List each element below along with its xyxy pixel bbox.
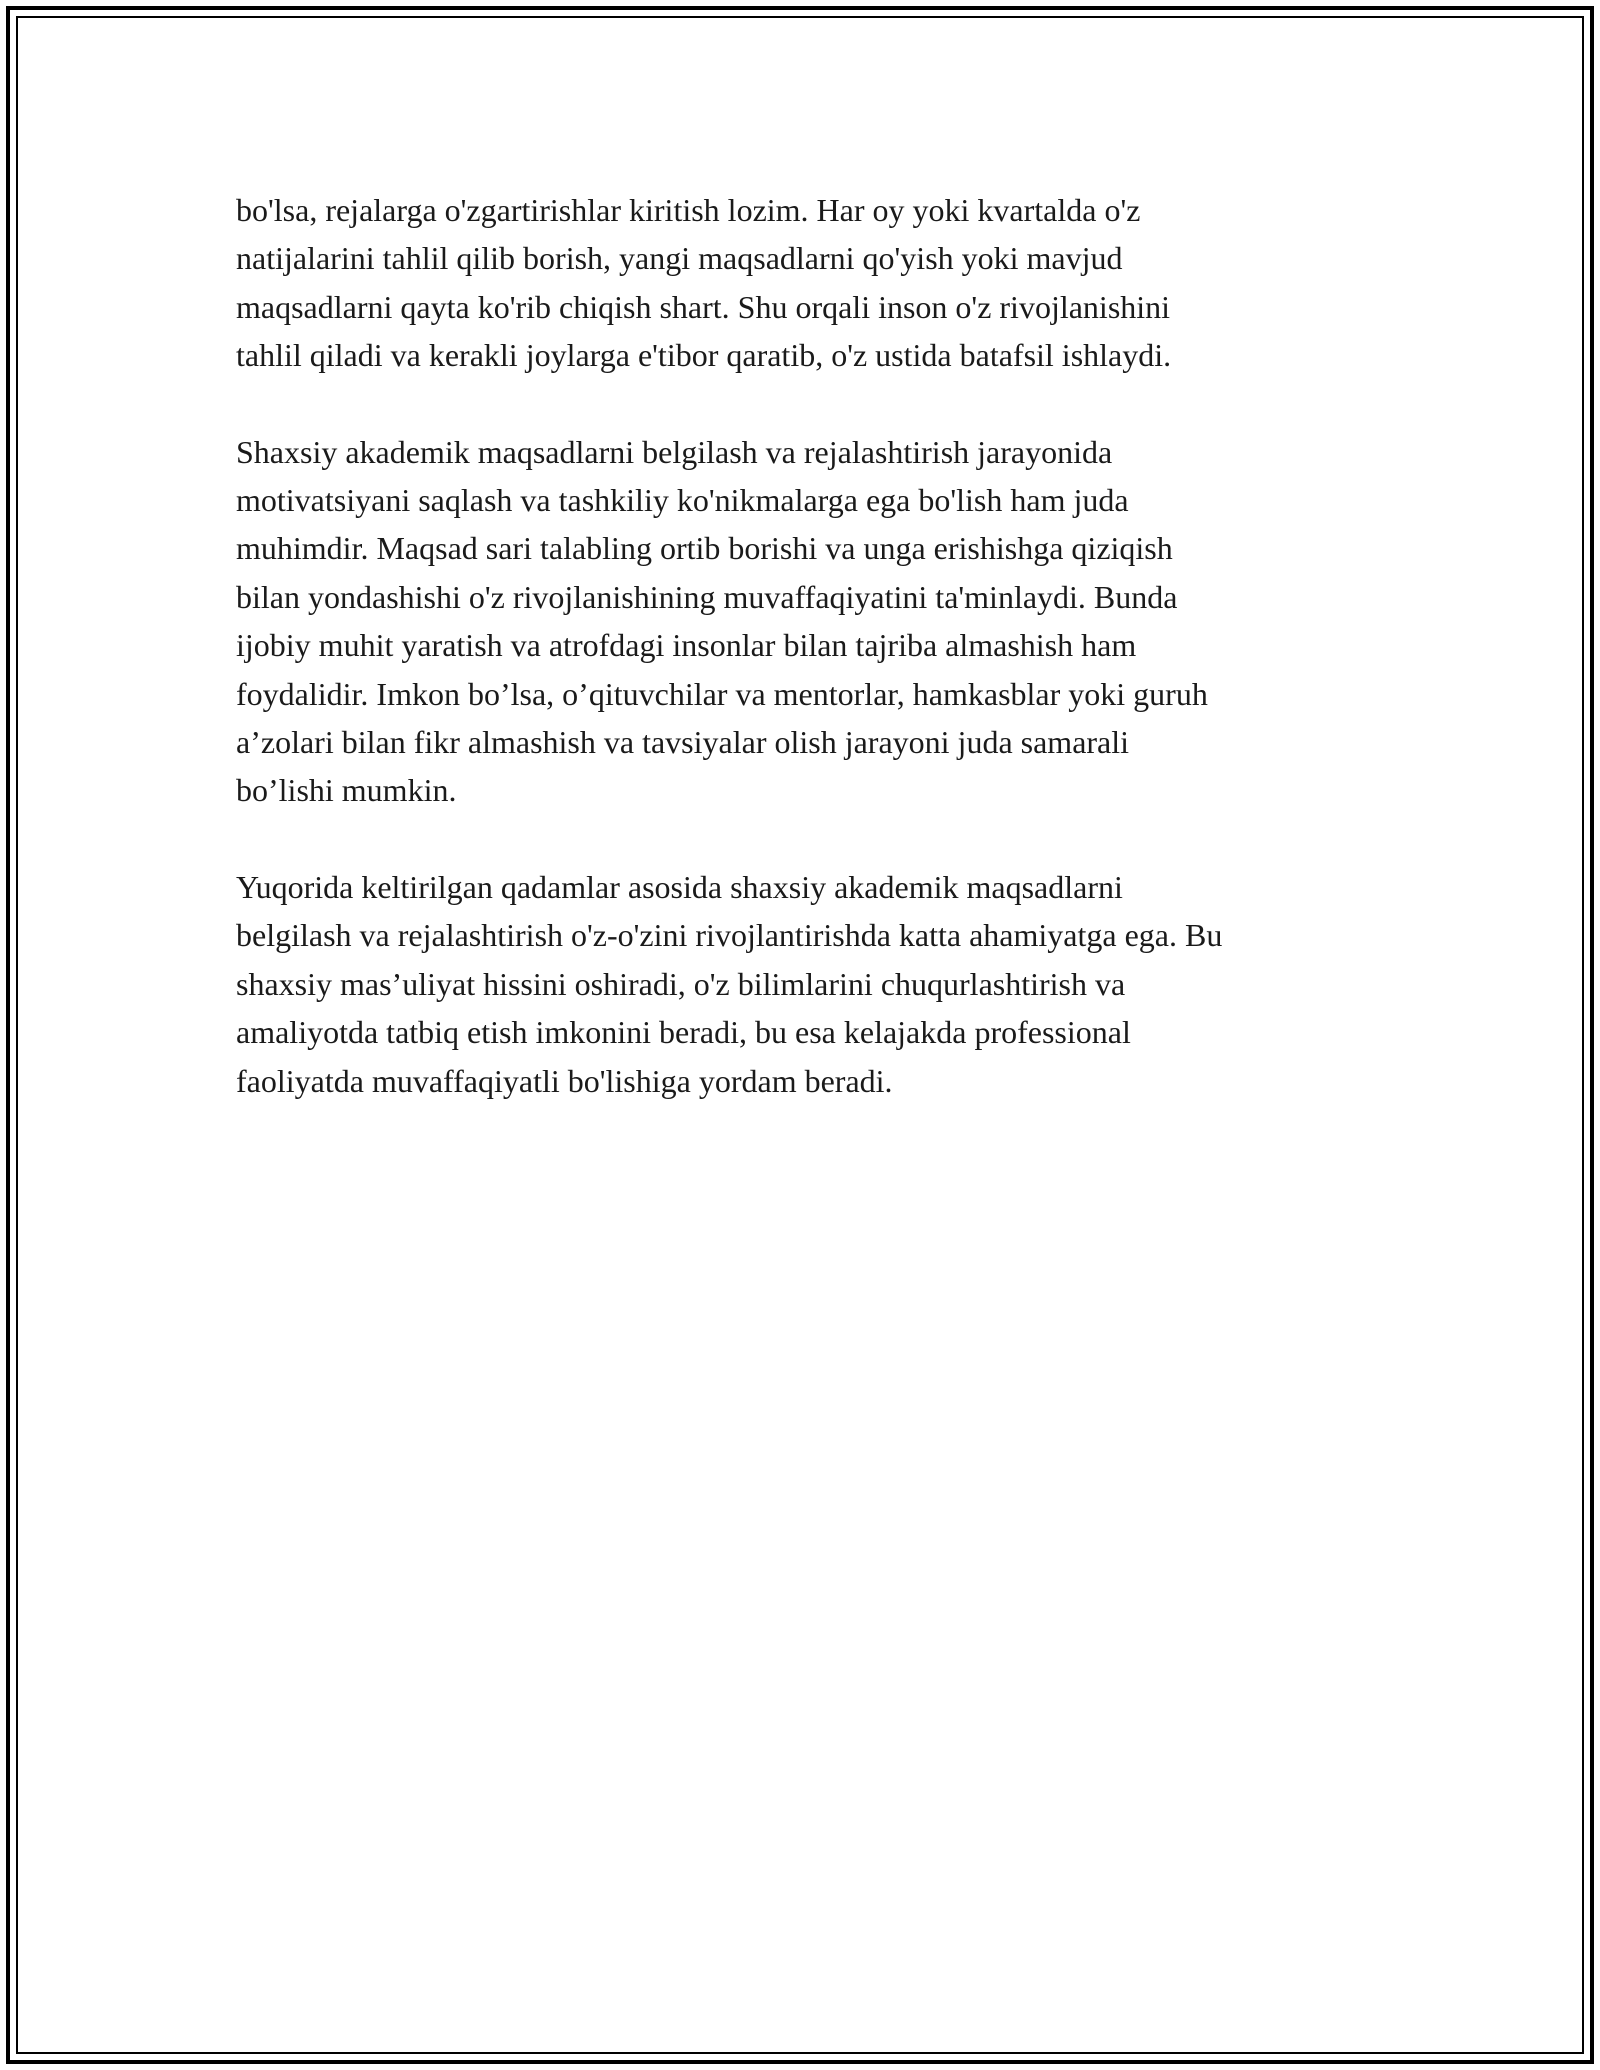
paragraph-3: Yuqorida keltirilgan qadamlar asosida shaxsiy akademik maqsadlarni belgilash va rejalashtirish o'z-o'zini rivojlantirishda katta ahamiyatga ega. Bu shaxsiy mas’uliyat hissini oshiradi, o'z bilimlarini chuqurlashtirish va amaliyotda tatbiq etish imkonini beradi, bu esa kelajakda professional faoliyatda muvaffaqiyatli bo'lishiga yordam beradi.: [236, 868, 1223, 1099]
paragraph-2: Shaxsiy akademik maqsadlarni belgilash va rejalashtirish jarayonida motivatsiyani saqlash va tashkiliy ko'nikmalarga ega bo'lish ham juda muhimdir. Maqsad sari talabling ortib borishi va unga erishishga qiziqish bilan yondashishi o'z rivojlanishining muvaffaqiyatini ta'minlaydi. Bunda ijobiy muhit yaratish va atrofdagi insonlar bilan tajriba almashish ham foydalidir. Imkon bo’lsa, o’qituvchilar va mentorlar, hamkasblar yoki guruh a’zolari bilan fikr almashish va tavsiyalar olish jarayoni juda samarali bo’lishi mumkin.: [236, 433, 1208, 809]
document-body: [236, 186, 1386, 1153]
paragraph-1: bo'lsa, rejalarga o'zgartirishlar kiritish lozim. Har oy yoki kvartalda o'z natijalarini tahlil qilib borish, yangi maqsadlarni qo'yish yoki mavjud maqsadlarni qayta ko'rib chiqish shart. Shu orqali inson o'z rivojlanishini tahlil qiladi va kerakli joylarga e'tibor qaratib, o'z ustida batafsil ishlaydi.: [236, 192, 1172, 374]
